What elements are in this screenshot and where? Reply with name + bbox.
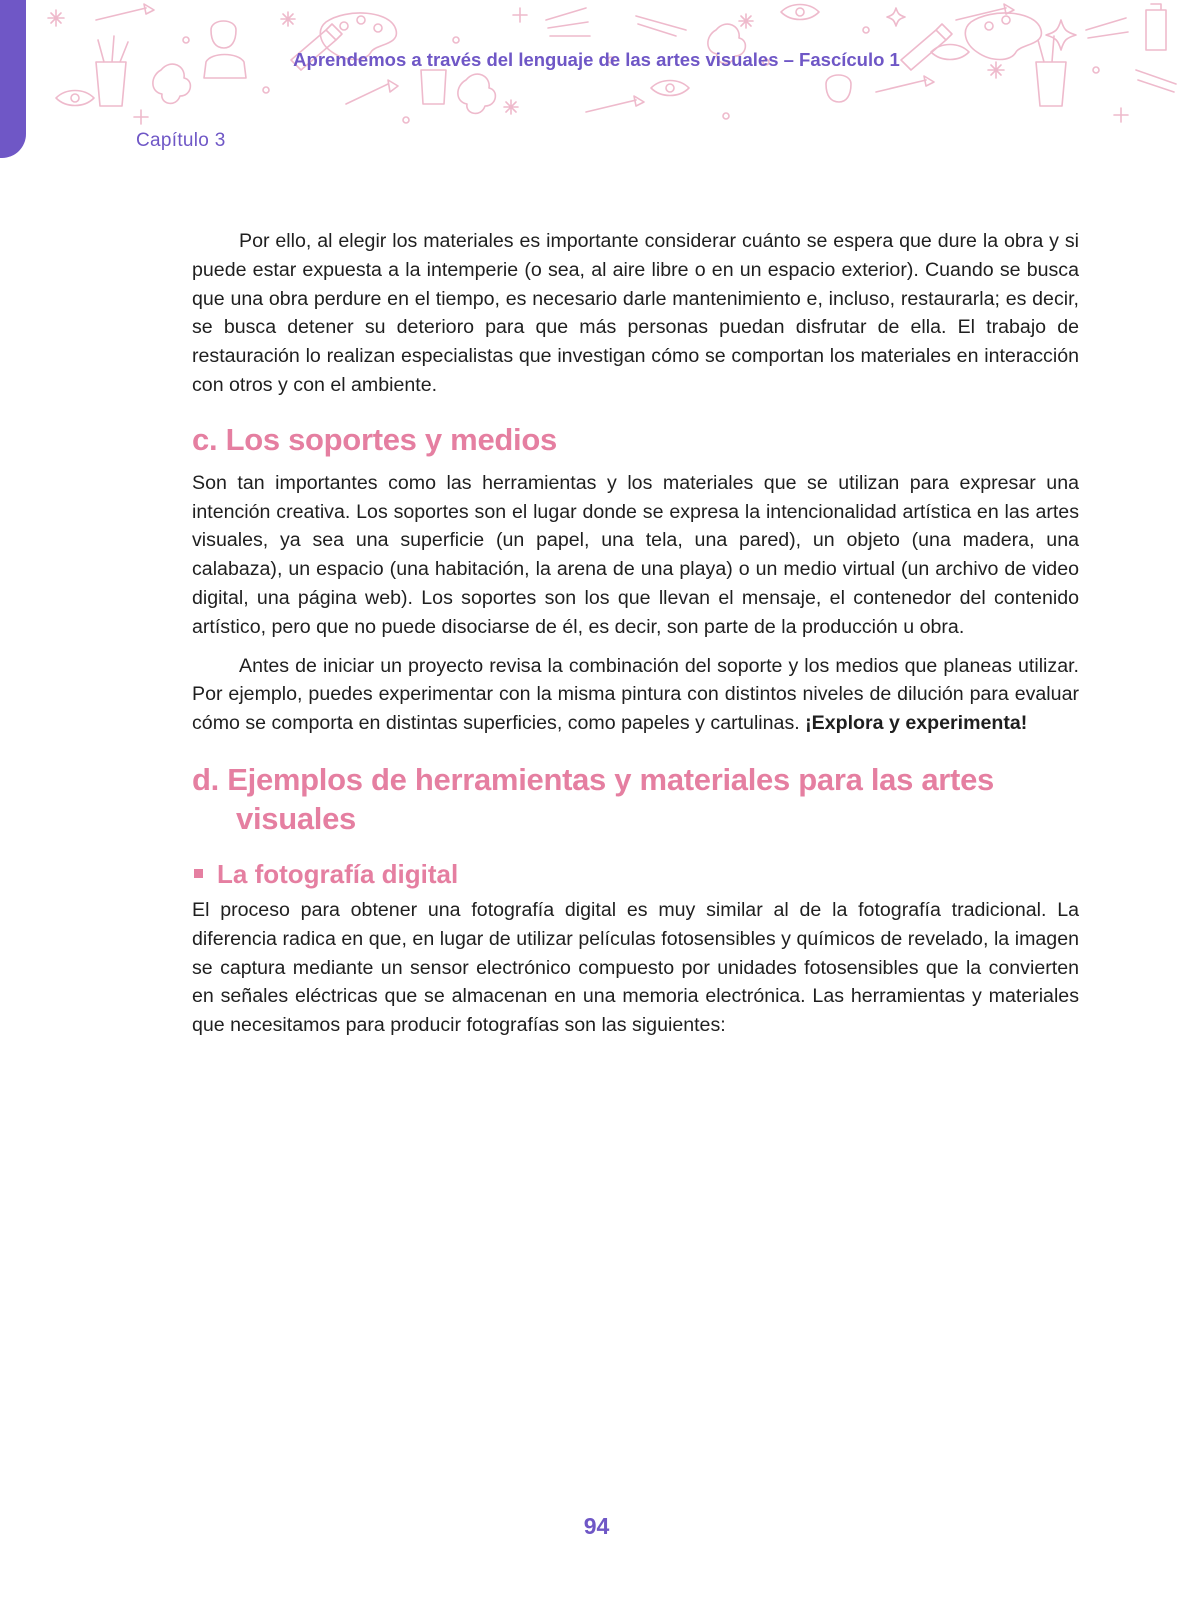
- chapter-side-tab: [0, 0, 26, 158]
- subheading-text: La fotografía digital: [217, 858, 459, 889]
- header-title: Aprendemos a través del lenguaje de las artes visuales – Fascículo 1: [293, 49, 900, 70]
- page-content: [192, 227, 1079, 1040]
- paragraph-proyecto-text: Antes de iniciar un proyecto revisa la combinación del soporte y los medios que planeas utilizar. Por ejemplo, puedes experimentar con la misma pintura con distintos niveles de dilución para evaluar cómo se comporta en distintas superficies, como papeles y cartulinas.: [192, 654, 1079, 735]
- dots-icon: [183, 27, 1099, 123]
- brush-cup-icon: [96, 36, 1066, 106]
- heading-ejemplos: d. Ejemplos de herramientas y materiales para las artes visuales: [192, 761, 994, 836]
- paragraph-proyecto: [192, 652, 1079, 738]
- explora-experimenta-text: ¡Explora y experimenta!: [805, 712, 1028, 735]
- paragraph-restoration: Por ello, al elegir los materiales es importante considerar cuánto se espera que dure la obra y si puede estar expuesta a la intemperie (o sea, al aire libre o en un espacio exterior). Cuando se busca que una obra perdure en el tiempo, es necesario darle mantenimiento e, incluso, restaurarla; es decir, se busca detener su deterioro para que más personas puedan disfrutar de ella. El trabajo de restauración lo realizan especialistas que investigan cómo se comportan los materiales en interacción con otros y con el ambiente.: [192, 230, 1079, 396]
- paragraph-soportes: Son tan importantes como las herramientas y los materiales que se utilizan para expresar una intención creativa. Los soportes son el lugar donde se expresa la intencionalidad artística en las artes visuales, ya sea una superficie (un papel, una tela, una pared), un objeto (una madera, una calabaza), un espacio (una habitación, la arena de una playa) o un medio virtual (un archivo de video digital, una página web). Los soportes son los que llevan el mensaje, el contenedor del contenido artístico, pero que no puede disociarse de él, es decir, son parte de la producción u obra.: [192, 471, 1079, 638]
- page-number: 94: [583, 1513, 610, 1539]
- paragraph-fotografia: El proceso para obtener una fotografía digital es muy similar al de la fotografía tradicional. La diferencia radica en que, en lugar de utilizar películas fotosensibles y químicos de revelado, la imagen se captura mediante un sensor electrónico compuesto por unidades fotosensibles que la convierten en señales eléctricas que se almacenan en una memoria electrónica. Las herramientas y materiales que necesitamos para producir fotografías son las siguientes:: [192, 898, 1079, 1037]
- heading-soportes-medios: c. Los soportes y medios: [192, 421, 557, 457]
- square-bullet-icon: [194, 869, 203, 878]
- chapter-label: Capítulo 3: [136, 130, 226, 151]
- subheading-fotografia-digital: [192, 858, 1079, 890]
